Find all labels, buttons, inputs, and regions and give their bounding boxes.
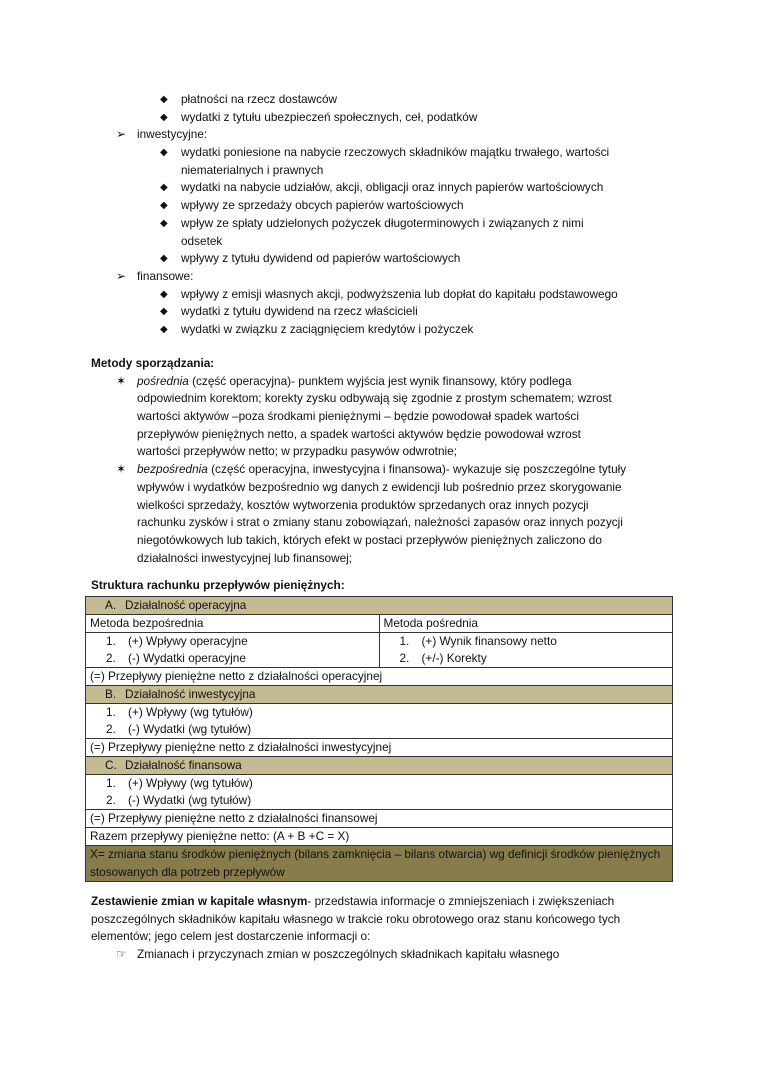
- section-heading: Struktura rachunku przepływów pieniężnych:: [91, 578, 345, 592]
- arrow-bullet-icon: ➢: [116, 127, 126, 142]
- indirect-items: 1. (+) Wynik finansowy netto 2. (+/-) Korekty: [379, 633, 673, 668]
- diamond-bullet-icon: ◆: [160, 253, 168, 265]
- method-direct: ✶ bezpośrednia (część operacyjna, inwestycyjna i finansowa)- wykazuje się poszczególne tytuły: [0, 461, 760, 479]
- list-item: ◆ płatności na rzecz dostawców: [0, 91, 760, 109]
- direct-items: 1. (+) Wpływy operacyjne 2. (-) Wydatki operacyjne: [86, 633, 380, 668]
- cash-flow-categories-list: [0, 91, 760, 339]
- list-item: ◆ wydatki poniesione na nabycie rzeczowych składników majątku trwałego, wartości: [0, 144, 760, 162]
- direct-method-header: Metoda bezpośrednia: [86, 615, 380, 633]
- diamond-bullet-icon: ◆: [160, 217, 168, 229]
- financing-items: 1. (+) Wpływy (wg tytułów) 2. (-) Wydatki (wg tytułów): [86, 775, 673, 810]
- text-line: wartości przepływów netto; w przypadku pasywów odwrotnie;: [137, 444, 457, 459]
- equity-section: [0, 893, 760, 964]
- diamond-bullet-icon: ◆: [160, 111, 168, 123]
- list-item-financial: ➢ finansowe:: [0, 268, 760, 286]
- list-item: ◆ wydatki z tytułu dywidend na rzecz właścicieli: [0, 303, 760, 321]
- list-item-investment: ➢ inwestycyjne:: [0, 126, 760, 144]
- diamond-bullet-icon: ◆: [160, 288, 168, 300]
- investing-items: 1. (+) Wpływy (wg tytułów) 2. (-) Wydatki (wg tytułów): [86, 704, 673, 739]
- diamond-bullet-icon: ◆: [160, 94, 168, 105]
- text-line: poszczególnych składników kapitału własnego w trakcie roku obrotowego oraz stanu końcowego tych: [91, 911, 621, 926]
- text-line: działalności inwestycyjnej lub finansowej;: [137, 550, 353, 565]
- financing-net-row: (=) Przepływy pieniężne netto z działalności finansowej: [86, 810, 673, 828]
- text-line: niegotówkowych lub takich, których efekt w postaci przepływów pieniężnych zaliczono do: [137, 532, 602, 547]
- list-item: ◆ wydatki w związku z zaciągnięciem kredytów i pożyczek: [0, 321, 760, 339]
- diamond-bullet-icon: ◆: [160, 323, 168, 335]
- list-item: ☞ Zmianach i przyczynach zmian w poszczególnych składnikach kapitału własnego: [0, 946, 760, 964]
- section-b-row: B. Działalność inwestycyjna: [86, 686, 673, 704]
- cash-flow-structure-table: [85, 596, 673, 882]
- section-c-row: C. Działalność finansowa: [86, 757, 673, 775]
- list-item: ◆ wydatki z tytułu ubezpieczeń społecznych, ceł, podatków: [0, 109, 760, 127]
- methods-section: [0, 355, 760, 567]
- total-row: Razem przepływy pieniężne netto: (A + B +C = X): [86, 828, 673, 846]
- text-line: odpowiednim korektom; korekty zysku odbywają się zgodnie z prostym schematem; wzrost: [137, 391, 612, 406]
- text-line: wielkości sprzedaży, kosztów wytworzenia produktów sprzedanych oraz innych pozycji: [137, 497, 589, 512]
- list-item: ◆ wpływy z tytułu dywidend od papierów wartościowych: [0, 250, 760, 268]
- text-line: przepływów pieniężnych netto, a spadek wartości aktywów będzie powodował wzrost: [137, 426, 581, 441]
- list-item-continuation: odsetek: [181, 233, 223, 248]
- list-item: ◆ wydatki na nabycie udziałów, akcji, obligacji oraz innych papierów wartościowych: [0, 179, 760, 197]
- list-item: ◆ wpływy ze sprzedaży obcych papierów wartościowych: [0, 197, 760, 215]
- diamond-bullet-icon: ◆: [160, 182, 168, 194]
- x-definition-row: X= zmiana stanu środków pieniężnych (bilans zamknięcia – bilans otwarcia) wg definicji środków pieniężnych stosowanych dla potrzeb przepływów: [86, 846, 673, 882]
- list-item-continuation: niematerialnych i prawnych: [181, 162, 324, 177]
- section-a-row: A. Działalność operacyjna: [86, 597, 673, 615]
- diamond-bullet-icon: ◆: [160, 306, 168, 318]
- structure-heading-block: [0, 577, 760, 595]
- method-indirect: ✶ pośrednia (część operacyjna)- punktem wyjścia jest wynik finansowy, który podlega: [0, 373, 760, 391]
- operating-net-row: (=) Przepływy pieniężne netto z działalności operacyjnej: [86, 668, 673, 686]
- list-item: ◆ wpływy z emisji własnych akcji, podwyższenia lub dopłat do kapitału podstawowego: [0, 286, 760, 304]
- indirect-method-header: Metoda pośrednia: [379, 615, 673, 633]
- list-item: ◆ wpływ ze spłaty udzielonych pożyczek długoterminowych i związanych z nimi: [0, 215, 760, 233]
- text-line: elementów; jego celem jest dostarczenie informacji o:: [91, 929, 371, 944]
- diamond-bullet-icon: ◆: [160, 200, 168, 212]
- text-line: Zestawienie zmian w kapitale własnym- przedstawia informacje o zmniejszeniach i zwiększeniach: [91, 894, 615, 908]
- text-line: wartości aktywów –poza środkami pieniężnymi – będzie powodował spadek wartości: [137, 409, 579, 424]
- diamond-bullet-icon: ◆: [160, 147, 168, 159]
- arrow-bullet-icon: ➢: [116, 268, 126, 283]
- star-bullet-icon: ✶: [116, 462, 126, 477]
- star-bullet-icon: ✶: [116, 373, 126, 388]
- section-heading: Metody sporządzania:: [91, 356, 215, 370]
- text-line: rachunku zysków i strat o zmiany stanu zobowiązań, należności zapasów oraz innych pozycji: [137, 515, 623, 530]
- pointing-hand-icon: ☞: [116, 947, 127, 962]
- text-line: wpływów i wydatków bezpośrednio wg danych z ewidencji lub pośrednio przez skorygowanie: [137, 479, 622, 494]
- investing-net-row: (=) Przepływy pieniężne netto z działalności inwestycyjnej: [86, 739, 673, 757]
